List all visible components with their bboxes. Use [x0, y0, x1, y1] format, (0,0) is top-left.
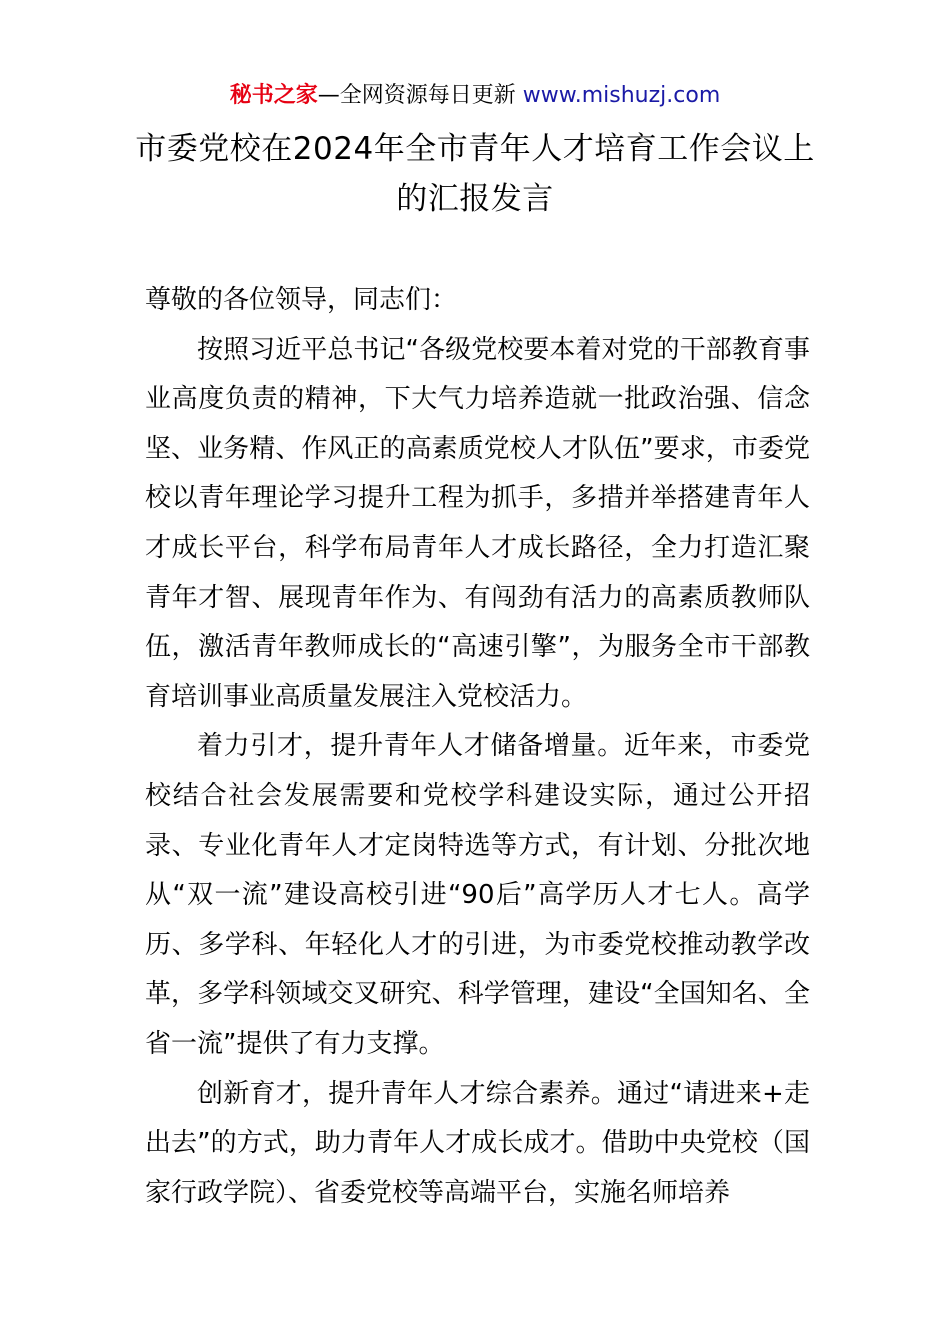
- header-slogan: —全网资源每日更新: [317, 83, 516, 108]
- paragraph-intro: 按照习近平总书记“各级党校要本着对党的干部教育事业高度负责的精神，下大气力培养造就一批政治强、信念坚、业务精、作风正的高素质党校人才队伍”要求，市委党校以青年理论学习提升工程为抓手，多措并举搭建青年人才成长平台，科学布局青年人才成长路径，全力打造汇聚青年才智、展现青年作为、有闯劲有活力的高素质教师队伍，激活青年教师成长的“高速引擎”，为服务全市干部教育培训事业高质量发展注入党校活力。: [145, 334, 810, 712]
- salutation: 尊敬的各位领导，同志们：: [145, 285, 458, 315]
- watermark-header: [0, 80, 950, 112]
- paragraph-talent-cultivation: 创新育才，提升青年人才综合素养。通过“请进来+走出去”的方式，助力青年人才成长成才。借助中央党校（国家行政学院）、省委党校等高端平台，实施名师培养: [145, 1078, 810, 1208]
- brand-name: 秘书之家: [229, 83, 318, 108]
- document-title: 市委党校在2024年全市青年人才培育工作会议上的汇报发言: [135, 131, 815, 217]
- document-body: [145, 276, 810, 1218]
- paragraph-talent-recruitment: 着力引才，提升青年人才储备增量。近年来，市委党校结合社会发展需要和党校学科建设实际，通过公开招录、专业化青年人才定岗特选等方式，有计划、分批次地从“双一流”建设高校引进“90后”高学历人才七人。高学历、多学科、年轻化人才的引进，为市委党校推动教学改革，多学科领域交叉研究、科学管理，建设“全国知名、全省一流”提供了有力支撑。: [145, 731, 810, 1059]
- site-url-link[interactable]: www.mishuzj.com: [522, 83, 721, 108]
